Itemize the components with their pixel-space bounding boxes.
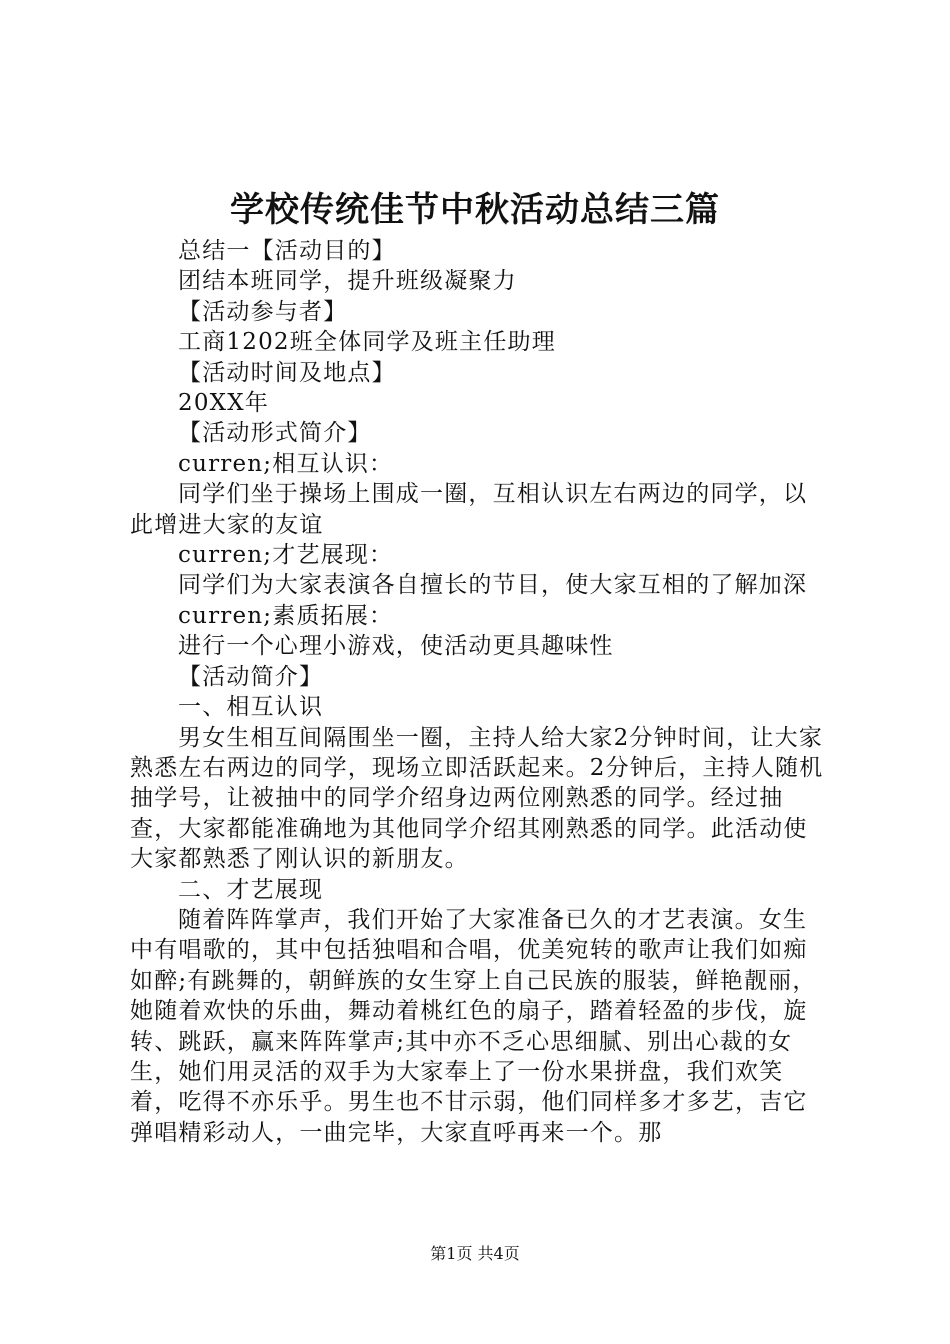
paragraph-section-one-body: 男女生相互间隔围坐一圈，主持人给大家2分钟时间，让大家熟悉左右两边的同学，现场立即活跃起来。2分钟后，主持人随机抽学号，让被抽中的同学介绍身边两位刚熟悉的同学。经过抽查，大家都能准确地为其他同学介绍其刚熟悉的同学。此活动使大家都熟悉了刚认识的新朋友。	[130, 724, 824, 873]
paragraph-section-two-body: 随着阵阵掌声，我们开始了大家准备已久的才艺表演。女生中有唱歌的，其中包括独唱和合唱，优美宛转的歌声让我们如痴如醉;有跳舞的，朝鲜族的女生穿上自己民族的服装，鲜艳靓丽，她随着欢快的乐曲，舞动着桃红色的扇子，踏着轻盈的步伐，旋转、跳跃，赢来阵阵掌声;其中亦不乏心思细腻、别出心裁的女生，她们用灵活的双手为大家奉上了一份水果拼盘，我们欢笑着，吃得不亦乐乎。男生也不甘示弱，他们同样多才多艺，吉它弹唱精彩动人，一曲完毕，大家直呼再来一个。那	[130, 906, 817, 1146]
paragraph-purpose: 团结本班同学，提升班级凝聚力	[178, 268, 517, 295]
paragraph-item-talent-show: curren;才艺展现：	[178, 542, 394, 569]
paragraph-format-heading: 【活动形式简介】	[178, 420, 372, 447]
document-title: 学校传统佳节中秋活动总结三篇	[230, 190, 720, 230]
paragraph-section-one-heading: 一、相互认识	[178, 694, 324, 721]
paragraph-participants-heading: 【活动参与者】	[178, 298, 348, 325]
paragraph-section-two-heading: 二、才艺展现	[178, 876, 324, 903]
paragraph-item-quality-expansion: curren;素质拓展：	[178, 602, 394, 629]
document-body	[130, 236, 830, 1148]
paragraph-time-place-heading: 【活动时间及地点】	[178, 359, 396, 386]
paragraph-activity-intro-heading: 【活动简介】	[178, 663, 324, 690]
paragraph-quality-expansion-desc: 进行一个心理小游戏，使活动更具趣味性	[178, 633, 614, 660]
paragraph-talent-show-desc: 同学们为大家表演各自擅长的节目，使大家互相的了解加深	[178, 572, 808, 599]
paragraph-mutual-acquaintance-desc: 同学们坐于操场上围成一圈，互相认识左右两边的同学，以此增进大家的友谊	[130, 481, 808, 538]
paragraph-participants: 工商1202班全体同学及班主任助理	[178, 329, 556, 356]
paragraph-year: 20XX年	[178, 390, 270, 417]
paragraph-item-mutual-acquaintance: curren;相互认识：	[178, 450, 394, 477]
paragraph-summary-heading: 总结一【活动目的】	[178, 238, 396, 264]
page-footer: 第1页 共4页	[430, 1244, 520, 1263]
